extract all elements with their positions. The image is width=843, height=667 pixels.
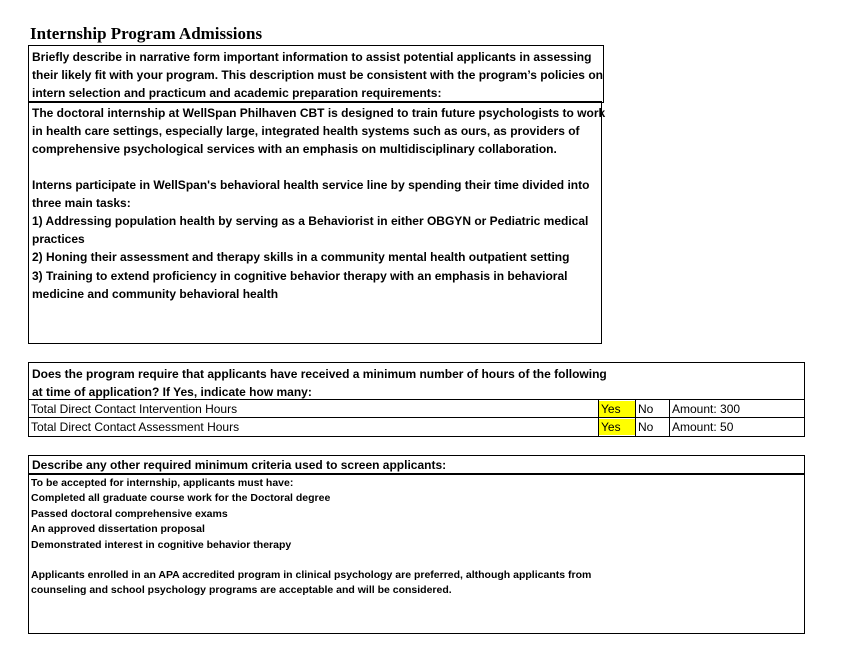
criteria-line: An approved dissertation proposal <box>31 523 205 536</box>
criteria-line: Applicants enrolled in an APA accredited program in clinical psychology are preferred, although applicants from <box>31 569 592 582</box>
answer-line: medicine and community behavioral health <box>32 286 279 301</box>
answer-line: The doctoral internship at WellSpan Philhaven CBT is designed to train future psychologists to work <box>32 106 606 120</box>
answer-line: practices <box>32 232 85 247</box>
answer-line: 3) Training to extend proficiency in cognitive behavior therapy with an emphasis in behavioral <box>32 268 568 283</box>
answer-line: 1) Addressing population health by serving as a Behaviorist in either OBGYN or Pediatric medical <box>32 214 589 229</box>
question-line: Briefly describe in narrative form important information to assist potential applicants in assessing <box>32 50 592 64</box>
yes-option[interactable]: Yes <box>599 419 635 435</box>
hours-label: Total Direct Contact Intervention Hours <box>31 402 238 416</box>
criteria-line: counseling and school psychology programs are acceptable and will be considered. <box>31 584 452 597</box>
no-option[interactable]: No <box>638 420 654 434</box>
yes-option[interactable]: Yes <box>599 401 635 417</box>
no-option[interactable]: No <box>638 402 654 416</box>
answer-line: comprehensive psychological services with an emphasis on multidisciplinary collaboration. <box>32 142 557 157</box>
narrative-question-box <box>28 45 604 103</box>
question-line: intern selection and practicum and academic preparation requirements: <box>32 86 442 100</box>
answer-line: three main tasks: <box>32 195 131 210</box>
question-line: at time of application? If Yes, indicate how many: <box>32 385 312 399</box>
page-title: Internship Program Admissions <box>30 24 263 43</box>
question-line: their likely fit with your program. This description must be consistent with the program’s policies on <box>32 68 603 82</box>
question-line: Does the program require that applicants have received a minimum number of hours of the following <box>32 367 607 381</box>
criteria-line: To be accepted for internship, applicants must have: <box>31 477 294 489</box>
amount-value[interactable]: Amount: 300 <box>672 402 741 416</box>
criteria-answer-box[interactable] <box>28 473 805 634</box>
answer-line: in health care settings, especially large, integrated health systems such as ours, as providers of <box>32 124 580 139</box>
answer-line: 2) Honing their assessment and therapy skills in a community mental health outpatient setting <box>32 250 570 265</box>
answer-line: Interns participate in WellSpan's behavioral health service line by spending their time divided into <box>32 177 590 192</box>
criteria-line: Demonstrated interest in cognitive behavior therapy <box>31 538 292 551</box>
amount-value[interactable]: Amount: 50 <box>672 420 734 434</box>
criteria-line: Passed doctoral comprehensive exams <box>31 507 228 520</box>
hours-row-assessment <box>29 419 804 435</box>
criteria-line: Completed all graduate course work for the Doctoral degree <box>31 492 331 505</box>
criteria-question: Describe any other required minimum criteria used to screen applicants: <box>32 458 447 472</box>
hours-label: Total Direct Contact Assessment Hours <box>31 420 240 434</box>
criteria-question-box <box>28 455 805 475</box>
narrative-answer-box[interactable] <box>28 101 606 344</box>
hours-row-intervention <box>29 401 804 417</box>
